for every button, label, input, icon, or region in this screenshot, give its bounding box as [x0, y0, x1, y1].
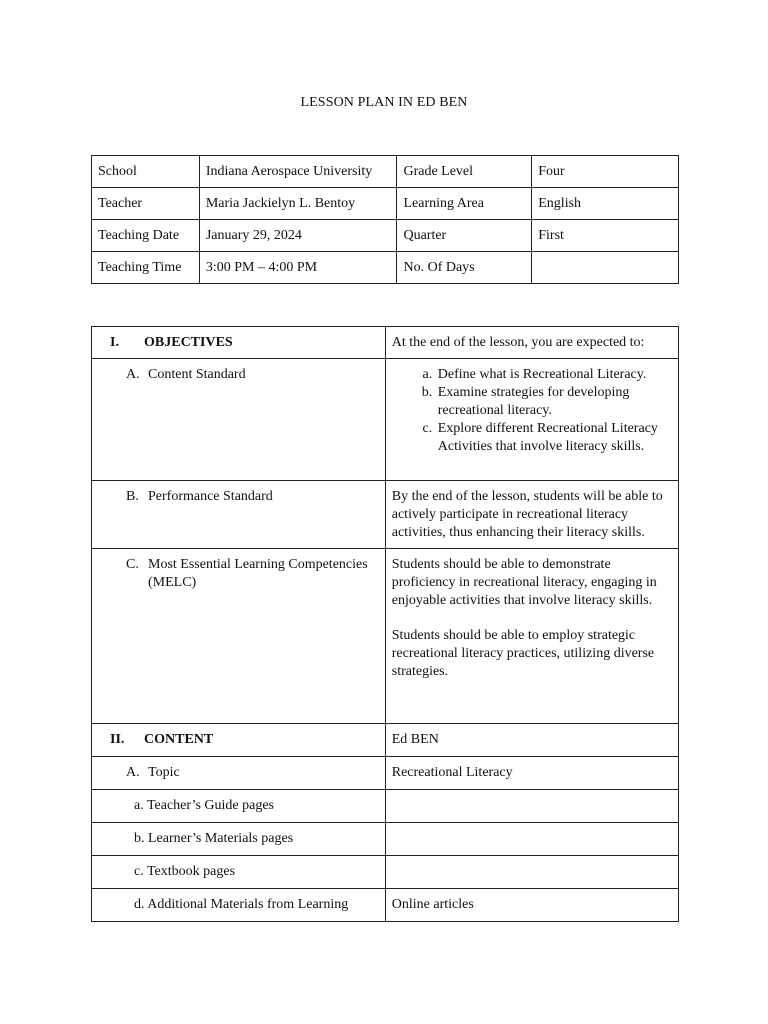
info-label: School: [92, 156, 200, 188]
info-label: Teaching Date: [92, 220, 200, 252]
list-item: c. Explore different Recreational Literacy Activities that involve literacy skills.: [436, 420, 672, 456]
item-label: Topic: [148, 765, 180, 780]
section-heading: OBJECTIVES: [144, 335, 233, 350]
info-label: Grade Level: [397, 156, 532, 188]
topic-label-cell: [92, 757, 386, 790]
item-letter: A.: [126, 367, 140, 382]
info-value: English: [532, 188, 679, 220]
page-title: LESSON PLAN IN ED BEN: [300, 95, 468, 110]
content-value: Ed BEN: [385, 724, 678, 757]
melc-row: [92, 549, 679, 724]
info-row-teaching-time: [92, 252, 679, 284]
melc-label-cell: [92, 549, 386, 724]
item-label: Content Standard: [148, 367, 246, 382]
info-label: Teacher: [92, 188, 200, 220]
resource-row: [92, 856, 679, 889]
objective-list: [392, 366, 672, 456]
info-row-teaching-date: [92, 220, 679, 252]
info-value: Maria Jackielyn L. Bentoy: [199, 188, 397, 220]
section-numeral: II.: [110, 732, 125, 747]
resource-label: b. Learner’s Materials pages: [92, 823, 386, 856]
topic-row: [92, 757, 679, 790]
resource-row: [92, 790, 679, 823]
info-value: First: [532, 220, 679, 252]
info-value: [532, 252, 679, 284]
list-item: b. Examine strategies for developing recreational literacy.: [436, 384, 672, 420]
resource-row: [92, 823, 679, 856]
item-letter: C.: [126, 557, 139, 572]
info-value: January 29, 2024: [199, 220, 397, 252]
resource-value: [385, 823, 678, 856]
content-heading-cell: [92, 724, 386, 757]
resource-label: c. Textbook pages: [92, 856, 386, 889]
item-label: Most Essential Learning Competencies (MELC): [148, 557, 368, 590]
objectives-row: [92, 327, 679, 359]
resource-value: [385, 856, 678, 889]
resource-label: a. Teacher’s Guide pages: [92, 790, 386, 823]
info-value: Indiana Aerospace University: [199, 156, 397, 188]
info-label: No. Of Days: [397, 252, 532, 284]
content-standard-row: [92, 359, 679, 481]
performance-standard-text: By the end of the lesson, students will be able to actively participate in recreational literacy activities, thus enhancing their literacy skills.: [385, 481, 678, 549]
content-row: [92, 724, 679, 757]
topic-value: Recreational Literacy: [385, 757, 678, 790]
info-label: Teaching Time: [92, 252, 200, 284]
lesson-table: [91, 326, 679, 922]
item-letter: A.: [126, 765, 140, 780]
resource-row: [92, 889, 679, 922]
resource-label: d. Additional Materials from Learning: [92, 889, 386, 922]
content-standard-label-cell: [92, 359, 386, 481]
melc-paragraph: Students should be able to demonstrate proficiency in recreational literacy, engaging in enjoyable activities that involve literacy skills.: [391, 557, 657, 608]
info-row-school: [92, 156, 679, 188]
item-letter: B.: [126, 489, 139, 504]
info-value: 3:00 PM – 4:00 PM: [199, 252, 397, 284]
section-numeral: I.: [110, 335, 119, 350]
info-label: Quarter: [397, 220, 532, 252]
performance-standard-label-cell: [92, 481, 386, 549]
info-value: Four: [532, 156, 679, 188]
melc-value-cell: [385, 549, 678, 724]
performance-standard-row: [92, 481, 679, 549]
melc-paragraph: Students should be able to employ strategic recreational literacy practices, utilizing diverse strategies.: [391, 628, 655, 679]
content-standard-value-cell: [385, 359, 678, 481]
resource-value: Online articles: [385, 889, 678, 922]
info-label: Learning Area: [397, 188, 532, 220]
resource-value: [385, 790, 678, 823]
item-label: Performance Standard: [148, 489, 273, 504]
objectives-intro: At the end of the lesson, you are expected to:: [385, 327, 678, 359]
objectives-heading-cell: [92, 327, 386, 359]
section-heading: CONTENT: [144, 732, 214, 747]
info-row-teacher: [92, 188, 679, 220]
list-item: a. Define what is Recreational Literacy.: [436, 366, 672, 384]
info-table: [91, 155, 679, 284]
